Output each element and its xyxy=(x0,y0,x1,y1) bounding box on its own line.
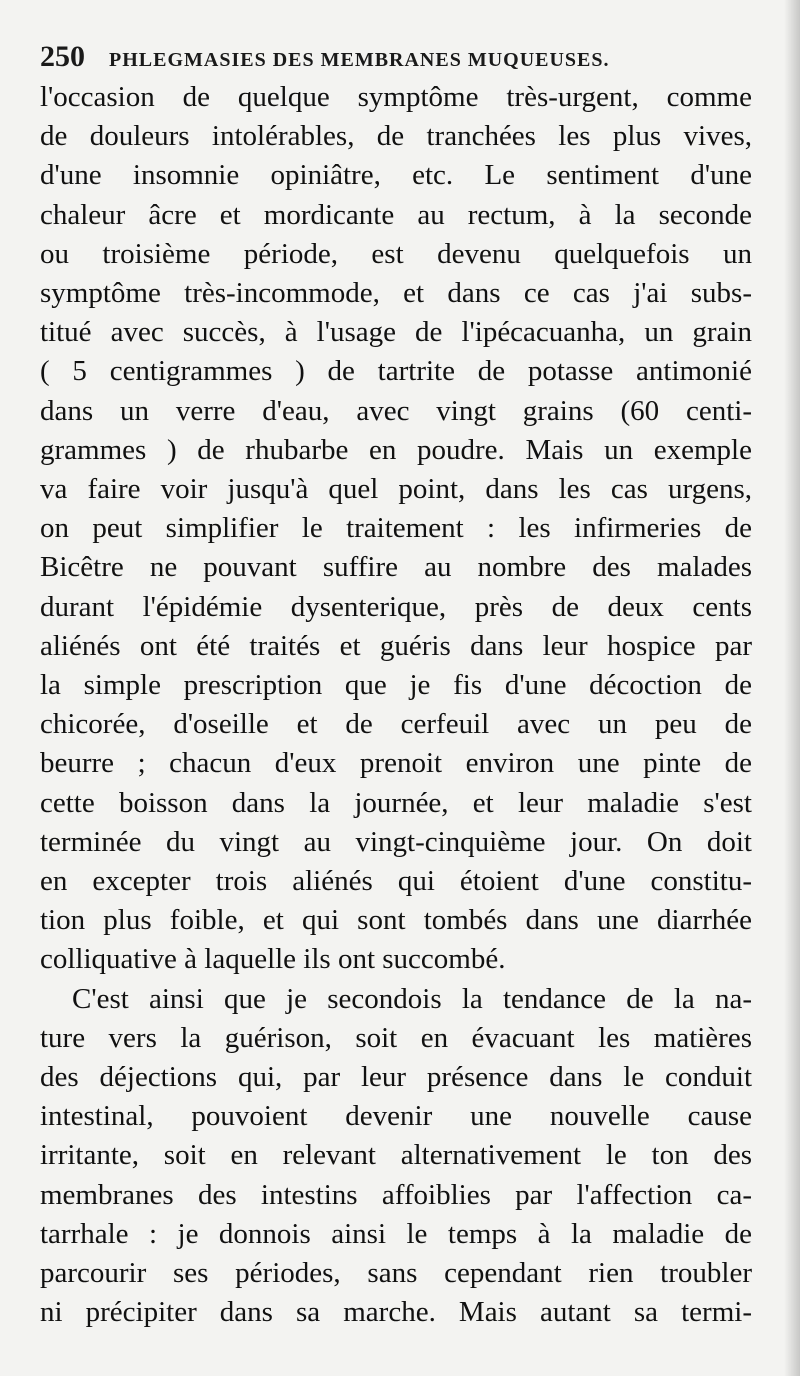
text-line: grammes ) de rhubarbe en poudre. Mais un exemple xyxy=(40,433,752,466)
text-line: la simple prescription que je fis d'une décoction de xyxy=(40,669,752,702)
text-line: parcourir ses périodes, sans cependant rien troubler xyxy=(40,1257,752,1290)
text-line: tion plus foible, et qui sont tombés dans une diarrhée xyxy=(40,904,752,937)
text-line: de douleurs intolérables, de tranchées les plus vives, xyxy=(40,120,752,153)
page-number: 250 xyxy=(40,40,85,73)
text-line: dans un verre d'eau, avec vingt grains (60 centi- xyxy=(40,394,752,427)
text-line: chaleur âcre et mordicante au rectum, à la seconde xyxy=(40,198,752,231)
text-line: ture vers la guérison, soit en évacuant les matières xyxy=(40,1021,752,1054)
text-line: cette boisson dans la journée, et leur maladie s'est xyxy=(40,786,752,819)
text-line: durant l'épidémie dysenterique, près de deux cents xyxy=(40,590,752,623)
text-line: ni précipiter dans sa marche. Mais autant sa termi- xyxy=(40,1296,752,1329)
text-line: aliénés ont été traités et guéris dans leur hospice par xyxy=(40,629,752,662)
text-line: l'occasion de quelque symptôme très-urgent, comme xyxy=(40,81,752,113)
text-line: on peut simplifier le traitement : les infirmeries de xyxy=(40,512,752,545)
running-title: PHLEGMASIES DES MEMBRANES MUQUEUSES. xyxy=(109,49,610,71)
text-line: Bicêtre ne pouvant suffire au nombre des malades xyxy=(40,551,752,584)
text-line: ( 5 centigrammes ) de tartrite de potasse antimonié xyxy=(40,355,752,388)
text-line: C'est ainsi que je secondois la tendance de la na- xyxy=(72,982,752,1015)
text-line: membranes des intestins affoiblies par l'affection ca- xyxy=(40,1178,752,1211)
text-line: va faire voir jusqu'à quel point, dans les cas urgens, xyxy=(40,473,752,506)
page-edge-shadow xyxy=(784,0,800,1376)
text-line: intestinal, pouvoient devenir une nouvelle cause xyxy=(40,1100,752,1133)
text-line: chicorée, d'oseille et de cerfeuil avec un peu de xyxy=(40,708,752,741)
text-line: des déjections qui, par leur présence dans le conduit xyxy=(40,1061,752,1094)
text-line: d'une insomnie opiniâtre, etc. Le sentiment d'une xyxy=(40,159,752,192)
text-line: tarrhale : je donnois ainsi le temps à la maladie de xyxy=(40,1217,752,1250)
text-line: symptôme très-incommode, et dans ce cas j'ai subs- xyxy=(40,277,752,310)
text-line: terminée du vingt au vingt-cinquième jour. On doit xyxy=(40,825,752,858)
text-line: beurre ; chacun d'eux prenoit environ une pinte de xyxy=(40,747,752,780)
body-text xyxy=(40,78,752,1333)
running-head xyxy=(40,40,680,80)
text-line: ou troisième période, est devenu quelquefois un xyxy=(40,237,752,270)
text-line: en excepter trois aliénés qui étoient d'une constitu- xyxy=(40,865,752,898)
text-line: irritante, soit en relevant alternativement le ton des xyxy=(40,1139,752,1172)
text-line: colliquative à laquelle ils ont succombé. xyxy=(40,943,506,976)
text-line: titué avec succès, à l'usage de l'ipécacuanha, un grain xyxy=(40,316,752,349)
